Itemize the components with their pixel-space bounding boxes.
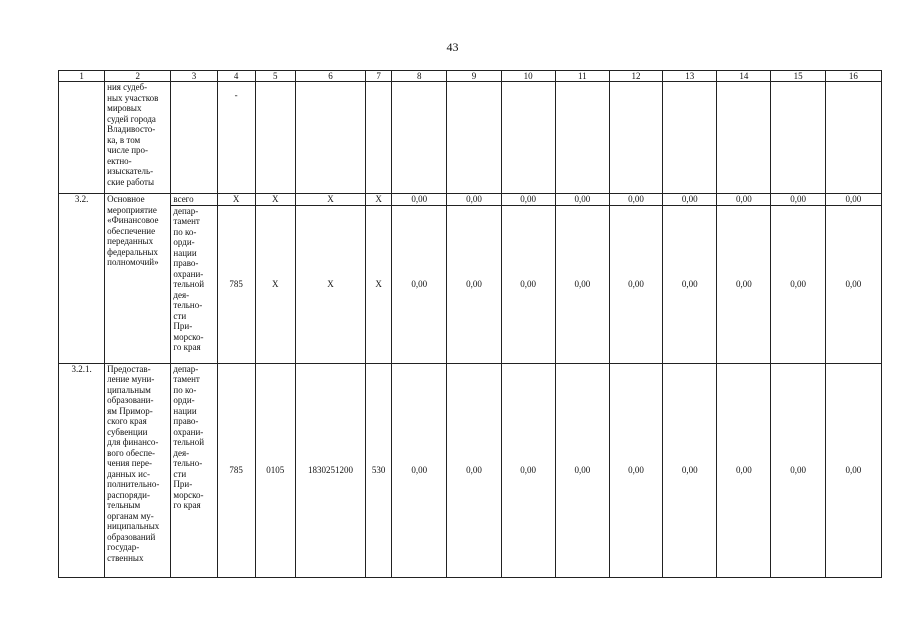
table-row: [59, 194, 882, 206]
table-row: [59, 363, 882, 577]
header-cell: 12: [609, 71, 662, 82]
empty-cell: [392, 82, 447, 194]
value-cell: 0,00: [663, 363, 717, 577]
executor-cell: депар- тамент по ко- орди- нации право- охрани- тельной дея- тельно- сти При- морско- го края: [171, 363, 217, 577]
header-cell: 16: [825, 71, 881, 82]
value-cell: 0,00: [555, 194, 609, 206]
header-cell: 2: [105, 71, 171, 82]
empty-cell: [717, 82, 771, 194]
value-cell: 0,00: [392, 363, 447, 577]
value-cell: 0,00: [609, 194, 662, 206]
header-cell: 13: [663, 71, 717, 82]
empty-cell: [825, 82, 881, 194]
vr-cell: Х: [366, 205, 392, 363]
value-cell: 0,00: [447, 194, 501, 206]
empty-cell: [501, 82, 555, 194]
header-cell: 15: [771, 71, 825, 82]
grbs-cell: 785: [217, 205, 255, 363]
dash-mark: -: [234, 90, 238, 100]
header-cell: 7: [366, 71, 392, 82]
description-cell: Основное мероприятие «Финансовое обеспечение переданных федеральных полномочий»: [105, 194, 171, 364]
header-cell: 11: [555, 71, 609, 82]
empty-cell: [255, 82, 295, 194]
value-cell: 0,00: [501, 194, 555, 206]
header-cell: 1: [59, 71, 105, 82]
value-cell: 0,00: [825, 194, 881, 206]
executor-cell: депар- тамент по ко- орди- нации право- охрани- тельной дея- тельно- сти При- морско- го края: [171, 205, 217, 363]
header-cell: 8: [392, 71, 447, 82]
value-cell: 0,00: [717, 205, 771, 363]
empty-cell: [771, 82, 825, 194]
description-cell: ния судеб- ных участков мировых судей города Владивосто- ка, в том числе про- ектно- изыскатель- ские работы: [105, 82, 171, 194]
table-row: [59, 82, 882, 194]
value-cell: 0,00: [501, 363, 555, 577]
value-cell: 0,00: [447, 205, 501, 363]
csr-cell: 1830251200: [295, 363, 365, 577]
executor-cell: [171, 82, 217, 194]
value-cell: 0,00: [555, 205, 609, 363]
table-row: [59, 205, 882, 363]
value-cell: 0,00: [717, 363, 771, 577]
row-number-cell: 3.2.: [59, 194, 105, 364]
header-row: [59, 71, 882, 82]
value-cell: 0,00: [825, 205, 881, 363]
empty-cell: [663, 82, 717, 194]
value-cell: 0,00: [447, 363, 501, 577]
header-cell: 4: [217, 71, 255, 82]
budget-table: [58, 70, 882, 578]
value-cell: 0,00: [663, 205, 717, 363]
empty-cell: [555, 82, 609, 194]
header-cell: 9: [447, 71, 501, 82]
description-cell: Предостав- ление муни- ципальным образовани- ям Примор- ского края субвенции для финансо- вого обеспе- чения пере- данных ис- полнительно- распоряди- тельным органам му- ниципальных образований государ- ственных: [105, 363, 171, 577]
row-number-cell: [59, 82, 105, 194]
header-cell: 3: [171, 71, 217, 82]
value-cell: 0,00: [771, 363, 825, 577]
empty-cell: [366, 82, 392, 194]
empty-cell: [609, 82, 662, 194]
value-cell: 0,00: [663, 194, 717, 206]
value-cell: 0,00: [501, 205, 555, 363]
value-cell: 0,00: [609, 205, 662, 363]
grbs-cell: Х: [217, 194, 255, 206]
header-cell: 10: [501, 71, 555, 82]
empty-cell: [447, 82, 501, 194]
csr-cell: Х: [295, 205, 365, 363]
empty-cell: [295, 82, 365, 194]
value-cell: 0,00: [392, 194, 447, 206]
value-cell: 0,00: [609, 363, 662, 577]
value-cell: 0,00: [771, 205, 825, 363]
value-cell: 0,00: [717, 194, 771, 206]
vr-cell: 530: [366, 363, 392, 577]
rzpr-cell: Х: [255, 205, 295, 363]
rzpr-cell: Х: [255, 194, 295, 206]
header-cell: 14: [717, 71, 771, 82]
value-cell: 0,00: [555, 363, 609, 577]
page-number: 43: [446, 40, 459, 54]
value-cell: 0,00: [825, 363, 881, 577]
row-number-cell: 3.2.1.: [59, 363, 105, 577]
grbs-cell: [217, 82, 255, 194]
header-cell: 6: [295, 71, 365, 82]
value-cell: 0,00: [392, 205, 447, 363]
value-cell: 0,00: [771, 194, 825, 206]
grbs-cell: 785: [217, 363, 255, 577]
vr-cell: Х: [366, 194, 392, 206]
header-cell: 5: [255, 71, 295, 82]
executor-cell: всего: [171, 194, 217, 206]
csr-cell: Х: [295, 194, 365, 206]
rzpr-cell: 0105: [255, 363, 295, 577]
